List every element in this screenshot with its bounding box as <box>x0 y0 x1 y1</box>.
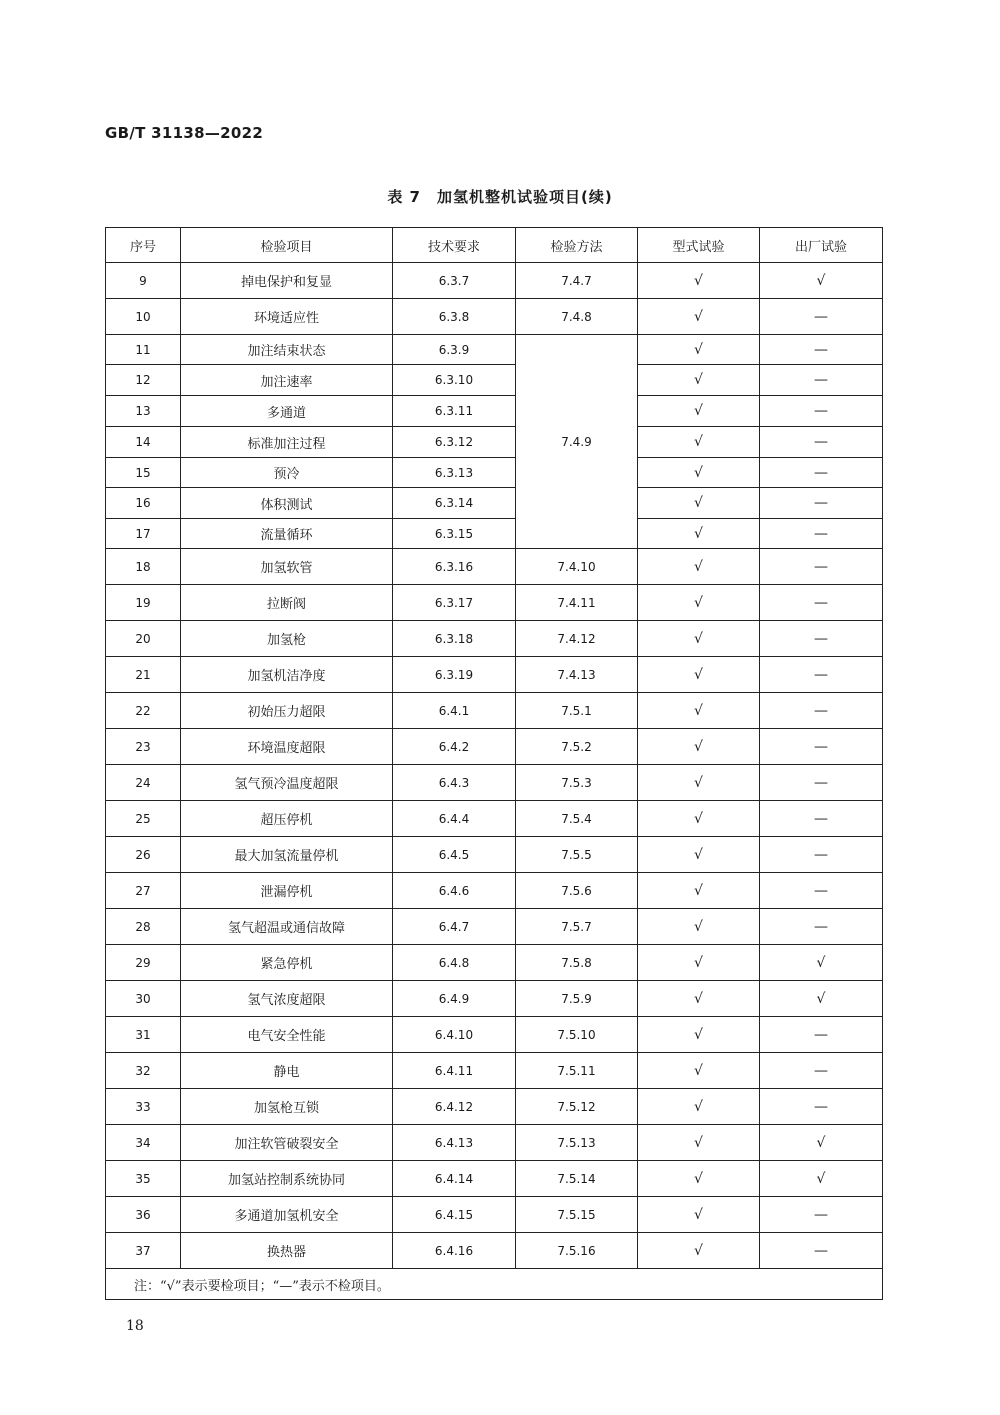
cell-factory-test: — <box>760 801 883 837</box>
cell-inspection-method: 7.5.10 <box>516 1017 638 1053</box>
table-row <box>106 1053 883 1089</box>
cell-inspection-method: 7.5.14 <box>516 1161 638 1197</box>
table-row <box>106 1089 883 1125</box>
cell-serial-no: 18 <box>106 549 181 585</box>
cell-factory-test: — <box>760 873 883 909</box>
cell-serial-no: 20 <box>106 621 181 657</box>
column-header-item: 检验项目 <box>181 228 393 263</box>
cell-factory-test: — <box>760 549 883 585</box>
cell-technical-requirement: 6.4.11 <box>393 1053 516 1089</box>
inspection-items-table <box>105 227 883 1300</box>
table-row <box>106 396 883 427</box>
table-row <box>106 981 883 1017</box>
cell-inspection-item: 加注结束状态 <box>181 335 393 365</box>
cell-serial-no: 21 <box>106 657 181 693</box>
cell-technical-requirement: 6.3.19 <box>393 657 516 693</box>
table-row <box>106 263 883 299</box>
cell-inspection-method: 7.5.13 <box>516 1125 638 1161</box>
cell-inspection-method: 7.5.9 <box>516 981 638 1017</box>
cell-inspection-method: 7.5.12 <box>516 1089 638 1125</box>
document-standard-number: GB/T 31138—2022 <box>105 124 264 142</box>
cell-type-test: √ <box>638 1125 760 1161</box>
cell-inspection-item: 氢气预冷温度超限 <box>181 765 393 801</box>
cell-inspection-method: 7.5.15 <box>516 1197 638 1233</box>
table-row <box>106 335 883 365</box>
cell-technical-requirement: 6.3.11 <box>393 396 516 427</box>
cell-type-test: √ <box>638 909 760 945</box>
cell-type-test: √ <box>638 801 760 837</box>
cell-type-test: √ <box>638 657 760 693</box>
cell-type-test: √ <box>638 981 760 1017</box>
cell-serial-no: 14 <box>106 427 181 458</box>
cell-inspection-method: 7.4.13 <box>516 657 638 693</box>
cell-technical-requirement: 6.3.14 <box>393 488 516 519</box>
cell-type-test: √ <box>638 1197 760 1233</box>
cell-serial-no: 10 <box>106 299 181 335</box>
cell-technical-requirement: 6.4.9 <box>393 981 516 1017</box>
cell-technical-requirement: 6.3.17 <box>393 585 516 621</box>
cell-serial-no: 17 <box>106 519 181 549</box>
cell-technical-requirement: 6.4.12 <box>393 1089 516 1125</box>
table-row <box>106 765 883 801</box>
cell-inspection-item: 加氢枪 <box>181 621 393 657</box>
cell-type-test: √ <box>638 335 760 365</box>
table-row <box>106 488 883 519</box>
cell-factory-test: √ <box>760 981 883 1017</box>
cell-factory-test: — <box>760 365 883 396</box>
cell-inspection-method: 7.4.12 <box>516 621 638 657</box>
cell-inspection-item: 加氢枪互锁 <box>181 1089 393 1125</box>
cell-serial-no: 24 <box>106 765 181 801</box>
cell-inspection-item: 氢气浓度超限 <box>181 981 393 1017</box>
cell-factory-test: — <box>760 1233 883 1269</box>
cell-serial-no: 36 <box>106 1197 181 1233</box>
cell-inspection-item: 环境温度超限 <box>181 729 393 765</box>
table-row <box>106 427 883 458</box>
table-row <box>106 1161 883 1197</box>
cell-technical-requirement: 6.4.15 <box>393 1197 516 1233</box>
cell-factory-test: — <box>760 1053 883 1089</box>
cell-technical-requirement: 6.4.10 <box>393 1017 516 1053</box>
cell-type-test: √ <box>638 263 760 299</box>
cell-factory-test: — <box>760 837 883 873</box>
cell-technical-requirement: 6.4.4 <box>393 801 516 837</box>
cell-inspection-method: 7.5.11 <box>516 1053 638 1089</box>
cell-serial-no: 27 <box>106 873 181 909</box>
table-body <box>106 263 883 1269</box>
cell-type-test: √ <box>638 693 760 729</box>
cell-technical-requirement: 6.3.10 <box>393 365 516 396</box>
cell-inspection-item: 拉断阀 <box>181 585 393 621</box>
column-header-no: 序号 <box>106 228 181 263</box>
cell-type-test: √ <box>638 427 760 458</box>
cell-type-test: √ <box>638 585 760 621</box>
table-row <box>106 365 883 396</box>
column-header-requirement: 技术要求 <box>393 228 516 263</box>
cell-factory-test: √ <box>760 1161 883 1197</box>
cell-inspection-method: 7.5.2 <box>516 729 638 765</box>
cell-inspection-item: 加氢软管 <box>181 549 393 585</box>
cell-factory-test: — <box>760 427 883 458</box>
cell-inspection-item: 初始压力超限 <box>181 693 393 729</box>
cell-factory-test: √ <box>760 263 883 299</box>
cell-serial-no: 19 <box>106 585 181 621</box>
cell-inspection-item: 预冷 <box>181 458 393 488</box>
cell-inspection-method: 7.5.16 <box>516 1233 638 1269</box>
cell-factory-test: — <box>760 585 883 621</box>
cell-inspection-method: 7.5.6 <box>516 873 638 909</box>
cell-inspection-item: 紧急停机 <box>181 945 393 981</box>
cell-inspection-item: 加氢机洁净度 <box>181 657 393 693</box>
cell-technical-requirement: 6.3.16 <box>393 549 516 585</box>
cell-factory-test: — <box>760 396 883 427</box>
table-row <box>106 1197 883 1233</box>
cell-type-test: √ <box>638 729 760 765</box>
cell-factory-test: √ <box>760 945 883 981</box>
cell-technical-requirement: 6.4.16 <box>393 1233 516 1269</box>
cell-type-test: √ <box>638 1017 760 1053</box>
table-row <box>106 519 883 549</box>
cell-inspection-item: 换热器 <box>181 1233 393 1269</box>
table-row <box>106 729 883 765</box>
table-row <box>106 549 883 585</box>
cell-serial-no: 35 <box>106 1161 181 1197</box>
cell-inspection-method: 7.5.4 <box>516 801 638 837</box>
cell-inspection-method: 7.4.8 <box>516 299 638 335</box>
cell-inspection-method: 7.5.5 <box>516 837 638 873</box>
cell-factory-test: — <box>760 335 883 365</box>
cell-inspection-item: 最大加氢流量停机 <box>181 837 393 873</box>
cell-inspection-item: 静电 <box>181 1053 393 1089</box>
cell-serial-no: 16 <box>106 488 181 519</box>
cell-serial-no: 30 <box>106 981 181 1017</box>
table-row <box>106 621 883 657</box>
cell-inspection-method: 7.4.10 <box>516 549 638 585</box>
table-row <box>106 585 883 621</box>
cell-serial-no: 25 <box>106 801 181 837</box>
cell-serial-no: 13 <box>106 396 181 427</box>
cell-type-test: √ <box>638 549 760 585</box>
cell-inspection-item: 泄漏停机 <box>181 873 393 909</box>
cell-type-test: √ <box>638 945 760 981</box>
table-note-row <box>106 1269 883 1300</box>
cell-technical-requirement: 6.4.1 <box>393 693 516 729</box>
cell-technical-requirement: 6.3.7 <box>393 263 516 299</box>
cell-type-test: √ <box>638 1233 760 1269</box>
cell-inspection-item: 加注软管破裂安全 <box>181 1125 393 1161</box>
cell-inspection-method: 7.4.7 <box>516 263 638 299</box>
page-number: 18 <box>126 1318 144 1334</box>
cell-serial-no: 31 <box>106 1017 181 1053</box>
cell-serial-no: 33 <box>106 1089 181 1125</box>
cell-inspection-method: 7.5.8 <box>516 945 638 981</box>
cell-type-test: √ <box>638 765 760 801</box>
table-row <box>106 299 883 335</box>
cell-serial-no: 34 <box>106 1125 181 1161</box>
cell-factory-test: — <box>760 729 883 765</box>
column-header-factory-test: 出厂试验 <box>760 228 883 263</box>
cell-inspection-item: 加氢站控制系统协同 <box>181 1161 393 1197</box>
cell-inspection-item: 电气安全性能 <box>181 1017 393 1053</box>
cell-inspection-item: 掉电保护和复显 <box>181 263 393 299</box>
cell-inspection-item: 加注速率 <box>181 365 393 396</box>
cell-factory-test: — <box>760 693 883 729</box>
cell-type-test: √ <box>638 1053 760 1089</box>
cell-type-test: √ <box>638 458 760 488</box>
cell-technical-requirement: 6.4.3 <box>393 765 516 801</box>
cell-type-test: √ <box>638 837 760 873</box>
table-title: 表 7 加氢机整机试验项目(续) <box>387 188 613 206</box>
table-row <box>106 909 883 945</box>
cell-technical-requirement: 6.3.13 <box>393 458 516 488</box>
cell-type-test: √ <box>638 1161 760 1197</box>
cell-inspection-item: 标准加注过程 <box>181 427 393 458</box>
cell-type-test: √ <box>638 396 760 427</box>
cell-serial-no: 22 <box>106 693 181 729</box>
cell-factory-test: — <box>760 765 883 801</box>
cell-inspection-item: 超压停机 <box>181 801 393 837</box>
cell-factory-test: √ <box>760 1125 883 1161</box>
table-row <box>106 945 883 981</box>
cell-inspection-item: 环境适应性 <box>181 299 393 335</box>
column-header-method: 检验方法 <box>516 228 638 263</box>
cell-serial-no: 26 <box>106 837 181 873</box>
cell-type-test: √ <box>638 873 760 909</box>
cell-technical-requirement: 6.3.12 <box>393 427 516 458</box>
cell-factory-test: — <box>760 488 883 519</box>
table-row <box>106 693 883 729</box>
cell-serial-no: 29 <box>106 945 181 981</box>
cell-inspection-item: 流量循环 <box>181 519 393 549</box>
cell-inspection-method: 7.4.11 <box>516 585 638 621</box>
cell-inspection-method: 7.5.3 <box>516 765 638 801</box>
cell-technical-requirement: 6.4.8 <box>393 945 516 981</box>
table-row <box>106 657 883 693</box>
cell-type-test: √ <box>638 488 760 519</box>
table-row <box>106 1233 883 1269</box>
table-row <box>106 801 883 837</box>
cell-technical-requirement: 6.4.2 <box>393 729 516 765</box>
cell-inspection-item: 体积测试 <box>181 488 393 519</box>
cell-factory-test: — <box>760 1089 883 1125</box>
cell-type-test: √ <box>638 299 760 335</box>
cell-technical-requirement: 6.4.14 <box>393 1161 516 1197</box>
cell-type-test: √ <box>638 621 760 657</box>
cell-inspection-method: 7.5.1 <box>516 693 638 729</box>
table-row <box>106 873 883 909</box>
cell-inspection-method: 7.5.7 <box>516 909 638 945</box>
cell-serial-no: 37 <box>106 1233 181 1269</box>
cell-serial-no: 12 <box>106 365 181 396</box>
cell-serial-no: 23 <box>106 729 181 765</box>
cell-type-test: √ <box>638 519 760 549</box>
table-row <box>106 837 883 873</box>
cell-inspection-item: 多通道加氢机安全 <box>181 1197 393 1233</box>
cell-technical-requirement: 6.4.5 <box>393 837 516 873</box>
cell-inspection-item: 多通道 <box>181 396 393 427</box>
cell-serial-no: 28 <box>106 909 181 945</box>
cell-technical-requirement: 6.3.9 <box>393 335 516 365</box>
cell-technical-requirement: 6.3.8 <box>393 299 516 335</box>
cell-factory-test: — <box>760 299 883 335</box>
cell-technical-requirement: 6.3.15 <box>393 519 516 549</box>
cell-factory-test: — <box>760 657 883 693</box>
table-row <box>106 1125 883 1161</box>
cell-technical-requirement: 6.3.18 <box>393 621 516 657</box>
cell-factory-test: — <box>760 519 883 549</box>
table-row <box>106 458 883 488</box>
cell-serial-no: 11 <box>106 335 181 365</box>
cell-factory-test: — <box>760 909 883 945</box>
table-row <box>106 1017 883 1053</box>
cell-inspection-method: 7.4.9 <box>516 335 638 549</box>
cell-technical-requirement: 6.4.13 <box>393 1125 516 1161</box>
cell-factory-test: — <box>760 1197 883 1233</box>
cell-type-test: √ <box>638 365 760 396</box>
cell-technical-requirement: 6.4.7 <box>393 909 516 945</box>
cell-serial-no: 9 <box>106 263 181 299</box>
cell-factory-test: — <box>760 458 883 488</box>
cell-serial-no: 15 <box>106 458 181 488</box>
cell-serial-no: 32 <box>106 1053 181 1089</box>
cell-inspection-item: 氢气超温或通信故障 <box>181 909 393 945</box>
table-note: 注：“√”表示要检项目；“—”表示不检项目。 <box>106 1269 883 1300</box>
cell-type-test: √ <box>638 1089 760 1125</box>
cell-factory-test: — <box>760 1017 883 1053</box>
column-header-type-test: 型式试验 <box>638 228 760 263</box>
cell-factory-test: — <box>760 621 883 657</box>
cell-technical-requirement: 6.4.6 <box>393 873 516 909</box>
table-header-row <box>106 228 883 263</box>
